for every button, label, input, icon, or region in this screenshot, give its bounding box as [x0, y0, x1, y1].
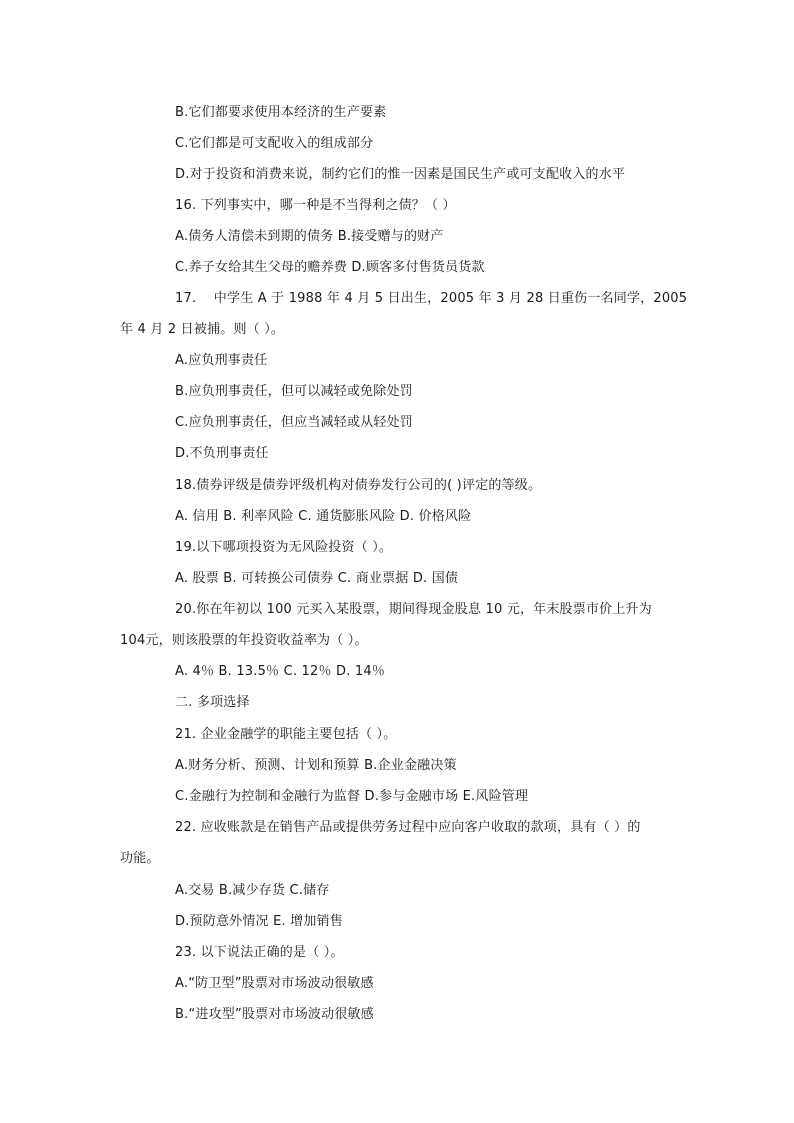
question-20-continued: 104元，则该股票的年投资收益率为（ ）。: [120, 633, 368, 648]
options-20: A. 4％ B. 13.5％ C. 12％ D. 14％: [175, 664, 386, 679]
question-18: 18.债券评级是债券评级机构对债券发行公司的( )评定的等级。: [175, 478, 542, 493]
options-21-cde: C.金融行为控制和金融行为监督 D.参与金融市场 E.风险管理: [175, 789, 529, 804]
option-23b: B.“进攻型”股票对市场波动很敏感: [175, 1007, 374, 1022]
option-17d: D.不负刑事责任: [175, 446, 269, 461]
question-20: 20.你在年初以 100 元买入某股票，期间得现金股息 10 元，年末股票市价上升为: [175, 602, 652, 617]
option-23a: A.“防卫型”股票对市场波动很敏感: [175, 976, 374, 991]
options-18: A. 信用 B. 利率风险 C. 通货膨胀风险 D. 价格风险: [175, 509, 472, 524]
question-17-continued: 年 4 月 2 日被捕。则（ ）。: [120, 322, 285, 337]
option-15d: D.对于投资和消费来说，制约它们的惟一因素是国民生产或可支配收入的水平: [175, 167, 626, 182]
option-17b: B.应负刑事责任，但可以减轻或免除处罚: [175, 384, 413, 399]
options-22-de: D.预防意外情况 E. 增加销售: [175, 914, 343, 929]
option-17c: C.应负刑事责任，但应当减轻或从轻处罚: [175, 415, 414, 430]
options-22-abc: A.交易 B.减少存货 C.储存: [175, 883, 330, 898]
options-16-cd: C.养子女给其生父母的赡养费 D.顾客多付售货员货款: [175, 260, 485, 275]
question-22: 22. 应收账款是在销售产品或提供劳务过程中应向客户收取的款项，具有（ ）的: [175, 820, 641, 835]
question-17: 17. 中学生 A 于 1988 年 4 月 5 日出生，2005 年 3 月 28 日重伤一名同学，2005: [175, 291, 688, 306]
question-23: 23. 以下说法正确的是（ ）。: [175, 945, 344, 960]
options-21-ab: A.财务分析、预测、计划和预算 B.企业金融决策: [175, 758, 457, 773]
section-heading-multiple-choice: 二. 多项选择: [175, 695, 250, 710]
question-22-continued: 功能。: [120, 851, 160, 866]
options-19: A. 股票 B. 可转换公司债券 C. 商业票据 D. 国债: [175, 571, 459, 586]
question-19: 19.以下哪项投资为无风险投资（ ）。: [175, 540, 393, 555]
options-16-ab: A.债务人清偿未到期的债务 B.接受赠与的财产: [175, 229, 444, 244]
option-15b: B.它们都要求使用本经济的生产要素: [175, 105, 387, 120]
question-21: 21. 企业金融学的职能主要包括（ ）。: [175, 727, 397, 742]
question-16: 16. 下列事实中，哪一种是不当得利之债？（ ）: [175, 198, 456, 213]
option-17a: A.应负刑事责任: [175, 353, 268, 368]
option-15c: C.它们都是可支配收入的组成部分: [175, 136, 374, 151]
